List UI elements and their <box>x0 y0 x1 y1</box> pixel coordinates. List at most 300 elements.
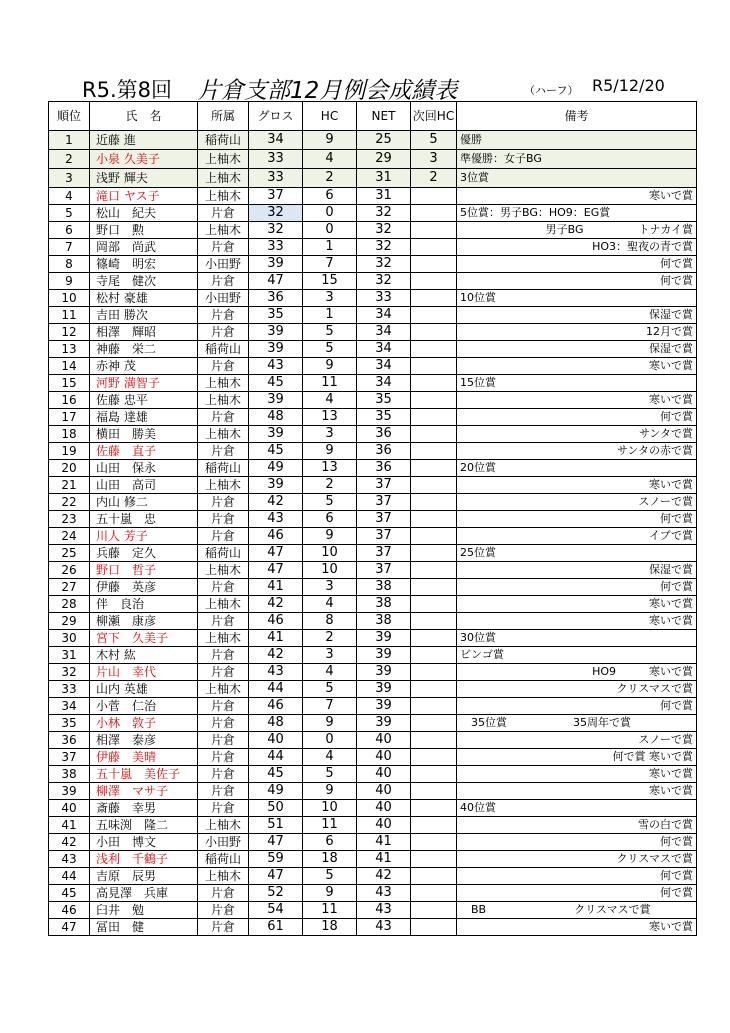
hc-cell: 13 <box>303 409 357 426</box>
gross-cell: 39 <box>249 477 303 494</box>
hc-cell: 7 <box>303 698 357 715</box>
name-cell: 木村 紘 <box>90 647 198 664</box>
remarks-cell: 雪の白で賞 <box>457 817 697 834</box>
net-cell: 32 <box>357 205 411 222</box>
header-gross: グロス <box>249 102 303 131</box>
affiliation-cell: 上柚木 <box>198 150 249 169</box>
rank-cell: 19 <box>49 443 90 460</box>
affiliation-cell: 小田野 <box>198 834 249 851</box>
table-row <box>49 681 697 698</box>
remarks-cell: 寒いで賞 <box>457 358 697 375</box>
remarks-cell: 40位賞 <box>457 800 697 817</box>
remarks-cell: 寒いで賞 <box>457 188 697 205</box>
net-cell: 35 <box>357 409 411 426</box>
header-net: NET <box>357 102 411 131</box>
table-row <box>49 131 697 150</box>
next-hc-cell <box>411 188 457 205</box>
gross-cell: 59 <box>249 851 303 868</box>
remarks-cell: サンタで賞 <box>457 426 697 443</box>
name-cell: 滝口 ヤス子 <box>90 188 198 205</box>
remarks-cell: 何で賞 <box>457 868 697 885</box>
hc-cell: 11 <box>303 817 357 834</box>
hc-cell: 5 <box>303 681 357 698</box>
rank-cell: 6 <box>49 222 90 239</box>
remarks-cell: 25位賞 <box>457 545 697 562</box>
remarks-cell: ビンゴ賞 <box>457 647 697 664</box>
table-row <box>49 290 697 307</box>
affiliation-cell: 上柚木 <box>198 630 249 647</box>
table-row <box>49 596 697 613</box>
net-cell: 32 <box>357 273 411 290</box>
next-hc-cell <box>411 596 457 613</box>
gross-cell: 40 <box>249 732 303 749</box>
rank-cell: 16 <box>49 392 90 409</box>
gross-cell: 47 <box>249 868 303 885</box>
rank-cell: 12 <box>49 324 90 341</box>
affiliation-cell: 上柚木 <box>198 817 249 834</box>
name-cell: 片山 幸代 <box>90 664 198 681</box>
remarks-cell: 20位賞 <box>457 460 697 477</box>
next-hc-cell <box>411 341 457 358</box>
affiliation-cell: 片倉 <box>198 698 249 715</box>
hc-cell: 10 <box>303 800 357 817</box>
net-cell: 37 <box>357 545 411 562</box>
next-hc-cell <box>411 664 457 681</box>
rank-cell: 24 <box>49 528 90 545</box>
name-cell: 五十嵐 美佐子 <box>90 766 198 783</box>
hc-cell: 3 <box>303 426 357 443</box>
hc-cell: 0 <box>303 205 357 222</box>
name-cell: 柳瀬 康彦 <box>90 613 198 630</box>
name-cell: 篠崎 明宏 <box>90 256 198 273</box>
next-hc-cell: 3 <box>411 150 457 169</box>
remarks-cell: 優勝 <box>457 131 697 150</box>
rank-cell: 27 <box>49 579 90 596</box>
rank-cell: 31 <box>49 647 90 664</box>
rank-cell: 5 <box>49 205 90 222</box>
hc-cell: 8 <box>303 613 357 630</box>
name-cell: 相澤 泰彦 <box>90 732 198 749</box>
gross-cell: 36 <box>249 290 303 307</box>
next-hc-cell <box>411 375 457 392</box>
table-row <box>49 851 697 868</box>
next-hc-cell <box>411 426 457 443</box>
net-cell: 37 <box>357 528 411 545</box>
hc-cell: 10 <box>303 545 357 562</box>
remarks-cell: 寒いで賞 <box>457 477 697 494</box>
next-hc-cell <box>411 324 457 341</box>
gross-cell: 51 <box>249 817 303 834</box>
hc-cell: 4 <box>303 749 357 766</box>
results-table <box>48 101 697 936</box>
net-cell: 31 <box>357 188 411 205</box>
next-hc-cell <box>411 715 457 732</box>
gross-cell: 32 <box>249 205 303 222</box>
next-hc-cell <box>411 460 457 477</box>
next-hc-cell <box>411 868 457 885</box>
net-cell: 43 <box>357 919 411 936</box>
name-cell: 寺尾 健次 <box>90 273 198 290</box>
net-cell: 34 <box>357 375 411 392</box>
rank-cell: 2 <box>49 150 90 169</box>
affiliation-cell: 上柚木 <box>198 222 249 239</box>
net-cell: 31 <box>357 169 411 188</box>
affiliation-cell: 上柚木 <box>198 562 249 579</box>
affiliation-cell: 片倉 <box>198 307 249 324</box>
net-cell: 41 <box>357 851 411 868</box>
hc-cell: 11 <box>303 375 357 392</box>
table-row <box>49 783 697 800</box>
gross-cell: 39 <box>249 341 303 358</box>
name-cell: 山内 英雄 <box>90 681 198 698</box>
name-cell: 山田 高司 <box>90 477 198 494</box>
gross-cell: 33 <box>249 239 303 256</box>
next-hc-cell <box>411 307 457 324</box>
header-row <box>49 102 697 131</box>
affiliation-cell: 片倉 <box>198 205 249 222</box>
remarks-cell: 寒いで賞 <box>457 783 697 800</box>
affiliation-cell: 片倉 <box>198 494 249 511</box>
gross-cell: 45 <box>249 766 303 783</box>
table-row <box>49 358 697 375</box>
gross-cell: 33 <box>249 169 303 188</box>
net-cell: 40 <box>357 732 411 749</box>
net-cell: 37 <box>357 562 411 579</box>
net-cell: 39 <box>357 698 411 715</box>
next-hc-cell <box>411 681 457 698</box>
net-cell: 34 <box>357 307 411 324</box>
table-row <box>49 426 697 443</box>
name-cell: 松山 紀夫 <box>90 205 198 222</box>
name-cell: 横田 勝美 <box>90 426 198 443</box>
net-cell: 42 <box>357 868 411 885</box>
table-row <box>49 392 697 409</box>
net-cell: 43 <box>357 902 411 919</box>
next-hc-cell <box>411 358 457 375</box>
next-hc-cell <box>411 834 457 851</box>
table-row <box>49 749 697 766</box>
hc-cell: 9 <box>303 443 357 460</box>
rank-cell: 43 <box>49 851 90 868</box>
net-cell: 36 <box>357 443 411 460</box>
hc-cell: 10 <box>303 562 357 579</box>
next-hc-cell <box>411 647 457 664</box>
gross-cell: 45 <box>249 443 303 460</box>
table-row <box>49 919 697 936</box>
gross-cell: 43 <box>249 511 303 528</box>
affiliation-cell: 稲荷山 <box>198 131 249 150</box>
page-title: 片倉支部12月例会成績表 <box>198 78 458 104</box>
table-row <box>49 613 697 630</box>
hc-cell: 13 <box>303 460 357 477</box>
net-cell: 32 <box>357 239 411 256</box>
affiliation-cell: 片倉 <box>198 358 249 375</box>
gross-cell: 41 <box>249 630 303 647</box>
name-cell: 斎藤 幸男 <box>90 800 198 817</box>
remarks-cell: イブで賞 <box>457 528 697 545</box>
gross-cell: 42 <box>249 596 303 613</box>
name-cell: 佐藤 直子 <box>90 443 198 460</box>
net-cell: 38 <box>357 596 411 613</box>
gross-cell: 44 <box>249 681 303 698</box>
hc-cell: 4 <box>303 392 357 409</box>
remarks-cell: 35位賞 35周年で賞 <box>457 715 697 732</box>
affiliation-cell: 上柚木 <box>198 392 249 409</box>
next-hc-cell <box>411 630 457 647</box>
header-next-hc: 次回HC <box>411 102 457 131</box>
hc-cell: 9 <box>303 783 357 800</box>
hc-cell: 2 <box>303 477 357 494</box>
table-row <box>49 375 697 392</box>
rank-cell: 42 <box>49 834 90 851</box>
rank-cell: 46 <box>49 902 90 919</box>
rank-cell: 1 <box>49 131 90 150</box>
next-hc-cell <box>411 443 457 460</box>
net-cell: 39 <box>357 681 411 698</box>
remarks-cell: スノーで賞 <box>457 494 697 511</box>
header-remarks: 備考 <box>457 102 697 131</box>
net-cell: 38 <box>357 613 411 630</box>
gross-cell: 39 <box>249 426 303 443</box>
affiliation-cell: 片倉 <box>198 732 249 749</box>
next-hc-cell <box>411 409 457 426</box>
hc-cell: 6 <box>303 511 357 528</box>
title-half-label: （ハーフ） <box>524 84 579 97</box>
rank-cell: 41 <box>49 817 90 834</box>
gross-cell: 39 <box>249 392 303 409</box>
name-cell: 岡部 尚武 <box>90 239 198 256</box>
name-cell: 宮下 久美子 <box>90 630 198 647</box>
gross-cell: 43 <box>249 664 303 681</box>
name-cell: 野口 勲 <box>90 222 198 239</box>
remarks-cell: 5位賞：男子BG：HO9：EG賞 <box>457 205 697 222</box>
gross-cell: 39 <box>249 324 303 341</box>
table-row <box>49 409 697 426</box>
remarks-cell: 男子BG トナカイ賞 <box>457 222 697 239</box>
net-cell: 37 <box>357 494 411 511</box>
affiliation-cell: 小田野 <box>198 290 249 307</box>
remarks-cell: スノーで賞 <box>457 732 697 749</box>
affiliation-cell: 片倉 <box>198 800 249 817</box>
affiliation-cell: 稲荷山 <box>198 341 249 358</box>
hc-cell: 9 <box>303 131 357 150</box>
hc-cell: 2 <box>303 630 357 647</box>
net-cell: 29 <box>357 150 411 169</box>
gross-cell: 61 <box>249 919 303 936</box>
rank-cell: 40 <box>49 800 90 817</box>
remarks-cell: 何で賞 <box>457 885 697 902</box>
hc-cell: 5 <box>303 868 357 885</box>
next-hc-cell: 2 <box>411 169 457 188</box>
affiliation-cell: 上柚木 <box>198 375 249 392</box>
rank-cell: 44 <box>49 868 90 885</box>
name-cell: 吉田 勝次 <box>90 307 198 324</box>
net-cell: 41 <box>357 834 411 851</box>
hc-cell: 9 <box>303 885 357 902</box>
affiliation-cell: 片倉 <box>198 528 249 545</box>
table-row <box>49 817 697 834</box>
affiliation-cell: 上柚木 <box>198 596 249 613</box>
table-row <box>49 868 697 885</box>
table-row <box>49 273 697 290</box>
next-hc-cell <box>411 766 457 783</box>
affiliation-cell: 片倉 <box>198 239 249 256</box>
next-hc-cell <box>411 783 457 800</box>
remarks-cell: 何で賞 <box>457 834 697 851</box>
name-cell: 佐藤 忠平 <box>90 392 198 409</box>
next-hc-cell <box>411 902 457 919</box>
next-hc-cell <box>411 273 457 290</box>
affiliation-cell: 稲荷山 <box>198 460 249 477</box>
table-row <box>49 494 697 511</box>
hc-cell: 15 <box>303 273 357 290</box>
rank-cell: 23 <box>49 511 90 528</box>
affiliation-cell: 稲荷山 <box>198 851 249 868</box>
rank-cell: 14 <box>49 358 90 375</box>
remarks-cell: 何で賞 寒いで賞 <box>457 749 697 766</box>
table-row <box>49 150 697 169</box>
gross-cell: 44 <box>249 749 303 766</box>
table-row <box>49 766 697 783</box>
remarks-cell: HO9 寒いで賞 <box>457 664 697 681</box>
name-cell: 浅利 千鶴子 <box>90 851 198 868</box>
name-cell: 川人 芳子 <box>90 528 198 545</box>
table-row <box>49 341 697 358</box>
table-row <box>49 511 697 528</box>
gross-cell: 47 <box>249 834 303 851</box>
remarks-cell: 何で賞 <box>457 409 697 426</box>
gross-cell: 52 <box>249 885 303 902</box>
net-cell: 34 <box>357 358 411 375</box>
rank-cell: 3 <box>49 169 90 188</box>
remarks-cell: 準優勝：女子BG <box>457 150 697 169</box>
hc-cell: 3 <box>303 647 357 664</box>
next-hc-cell <box>411 817 457 834</box>
next-hc-cell <box>411 392 457 409</box>
name-cell: 福島 達雄 <box>90 409 198 426</box>
net-cell: 40 <box>357 766 411 783</box>
affiliation-cell: 片倉 <box>198 324 249 341</box>
hc-cell: 2 <box>303 169 357 188</box>
title-prefix: R5.第8回 <box>82 78 172 102</box>
table-row <box>49 307 697 324</box>
remarks-cell: 3位賞 <box>457 169 697 188</box>
net-cell: 34 <box>357 324 411 341</box>
name-cell: 浅野 輝夫 <box>90 169 198 188</box>
gross-cell: 42 <box>249 494 303 511</box>
affiliation-cell: 片倉 <box>198 885 249 902</box>
table-row <box>49 647 697 664</box>
table-row <box>49 477 697 494</box>
name-cell: 河野 満智子 <box>90 375 198 392</box>
title-date: R5/12/20 <box>592 76 665 95</box>
next-hc-cell <box>411 222 457 239</box>
rank-cell: 20 <box>49 460 90 477</box>
table-row <box>49 205 697 222</box>
next-hc-cell <box>411 562 457 579</box>
name-cell: 野口 哲子 <box>90 562 198 579</box>
next-hc-cell <box>411 494 457 511</box>
table-row <box>49 169 697 188</box>
table-row <box>49 460 697 477</box>
gross-cell: 48 <box>249 409 303 426</box>
name-cell: 柳澤 マサ子 <box>90 783 198 800</box>
remarks-cell: 保湿で賞 <box>457 562 697 579</box>
affiliation-cell: 片倉 <box>198 273 249 290</box>
gross-cell: 41 <box>249 579 303 596</box>
next-hc-cell <box>411 477 457 494</box>
net-cell: 36 <box>357 460 411 477</box>
remarks-cell: 何で賞 <box>457 698 697 715</box>
remarks-cell: 10位賞 <box>457 290 697 307</box>
name-cell: 小田 博文 <box>90 834 198 851</box>
hc-cell: 1 <box>303 307 357 324</box>
net-cell: 39 <box>357 664 411 681</box>
table-row <box>49 902 697 919</box>
table-row <box>49 324 697 341</box>
gross-cell: 45 <box>249 375 303 392</box>
gross-cell: 33 <box>249 150 303 169</box>
net-cell: 34 <box>357 341 411 358</box>
affiliation-cell: 片倉 <box>198 664 249 681</box>
gross-cell: 54 <box>249 902 303 919</box>
affiliation-cell: 片倉 <box>198 749 249 766</box>
hc-cell: 3 <box>303 290 357 307</box>
hc-cell: 0 <box>303 222 357 239</box>
table-row <box>49 545 697 562</box>
gross-cell: 39 <box>249 256 303 273</box>
header-hc: HC <box>303 102 357 131</box>
gross-cell: 46 <box>249 528 303 545</box>
gross-cell: 47 <box>249 545 303 562</box>
remarks-cell: 寒いで賞 <box>457 613 697 630</box>
table-row <box>49 256 697 273</box>
name-cell: 兵藤 定久 <box>90 545 198 562</box>
rank-cell: 30 <box>49 630 90 647</box>
remarks-cell: 何で賞 <box>457 256 697 273</box>
remarks-cell: 15位賞 <box>457 375 697 392</box>
affiliation-cell: 上柚木 <box>198 188 249 205</box>
net-cell: 43 <box>357 885 411 902</box>
net-cell: 39 <box>357 715 411 732</box>
next-hc-cell <box>411 528 457 545</box>
gross-cell: 50 <box>249 800 303 817</box>
hc-cell: 9 <box>303 528 357 545</box>
table-row <box>49 698 697 715</box>
net-cell: 38 <box>357 579 411 596</box>
rank-cell: 21 <box>49 477 90 494</box>
name-cell: 山田 保永 <box>90 460 198 477</box>
rank-cell: 36 <box>49 732 90 749</box>
affiliation-cell: 片倉 <box>198 919 249 936</box>
results-body <box>49 131 697 936</box>
table-row <box>49 528 697 545</box>
hc-cell: 4 <box>303 150 357 169</box>
name-cell: 松村 豪雄 <box>90 290 198 307</box>
next-hc-cell <box>411 800 457 817</box>
hc-cell: 3 <box>303 579 357 596</box>
gross-cell: 49 <box>249 783 303 800</box>
name-cell: 冨田 健 <box>90 919 198 936</box>
name-cell: 神藤 栄二 <box>90 341 198 358</box>
rank-cell: 4 <box>49 188 90 205</box>
rank-cell: 13 <box>49 341 90 358</box>
affiliation-cell: 片倉 <box>198 766 249 783</box>
next-hc-cell <box>411 885 457 902</box>
hc-cell: 1 <box>303 239 357 256</box>
net-cell: 36 <box>357 426 411 443</box>
next-hc-cell <box>411 732 457 749</box>
